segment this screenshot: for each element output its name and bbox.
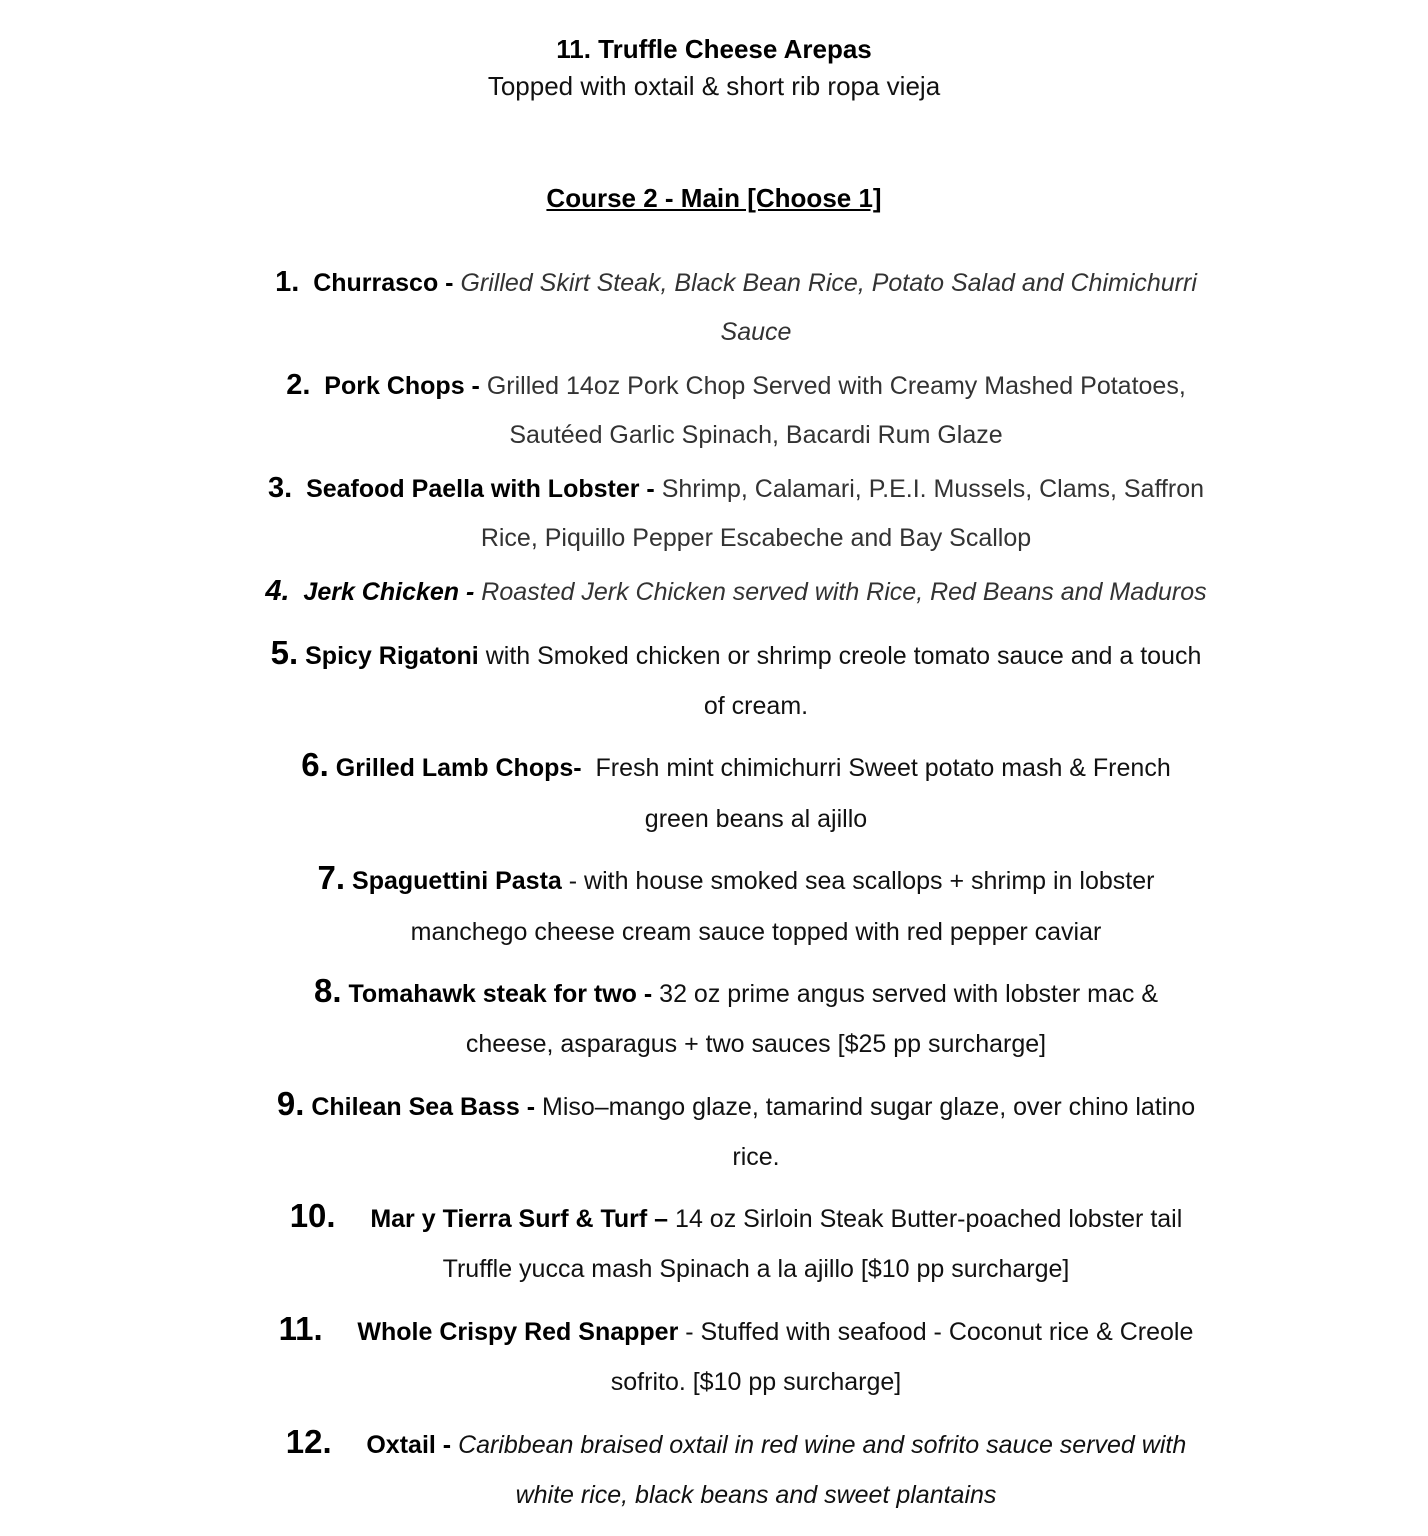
item-description: Fresh mint chimichurri Sweet potato mash & French <box>595 754 1171 782</box>
item-description-cont: sofrito. [$10 pp surcharge] <box>610 1368 902 1396</box>
item-name: Mar y Tierra Surf & Turf – <box>370 1205 669 1233</box>
item-description-cont: cheese, asparagus + two sauces [$25 pp surcharge] <box>465 1030 1047 1058</box>
menu-item <box>22 1197 1428 1235</box>
menu-item <box>22 369 1428 402</box>
item-description-cont: Truffle yucca mash Spinach a la ajillo [$10 pp surcharge] <box>442 1255 1070 1283</box>
item-description: Miso–mango glaze, tamarind sugar glaze, over chino latino <box>542 1093 1196 1121</box>
item-number: 4. <box>265 575 290 607</box>
menu-item <box>22 1085 1428 1123</box>
item-description: Shrimp, Calamari, P.E.I. Mussels, Clams, Saffron <box>661 475 1205 503</box>
item-description: Grilled 14oz Pork Chop Served with Creamy Mashed Potatoes, <box>486 372 1186 400</box>
item-description: 32 oz prime angus served with lobster mac & <box>659 980 1159 1008</box>
item-description: Roasted Jerk Chicken served with Rice, Red Beans and Maduros <box>481 578 1207 606</box>
menu-item <box>22 575 1428 608</box>
menu-item <box>22 266 1428 299</box>
menu-item <box>22 472 1428 505</box>
starter-title: 11. Truffle Cheese Arepas <box>556 34 872 64</box>
item-number: 2. <box>286 369 311 401</box>
item-description-cont: Rice, Piquillo Pepper Escabeche and Bay Scallop <box>480 524 1032 552</box>
item-description: Caribbean braised oxtail in red wine and sofrito sauce served with <box>458 1431 1187 1459</box>
menu-item <box>22 634 1428 672</box>
menu-item <box>22 972 1428 1010</box>
item-description-cont: Sautéed Garlic Spinach, Bacardi Rum Glaze <box>509 421 1003 449</box>
item-number: 12. <box>285 1423 332 1460</box>
item-number: 7. <box>317 859 346 896</box>
item-description-cont: green beans al ajillo <box>644 805 868 833</box>
item-number: 9. <box>276 1085 305 1122</box>
item-name: Jerk Chicken - <box>303 578 475 606</box>
item-name: Tomahawk steak for two - <box>348 980 653 1008</box>
item-number: 11. <box>278 1310 323 1347</box>
item-name: Chilean Sea Bass - <box>311 1093 536 1121</box>
item-name: Grilled Lamb Chops- <box>335 754 582 782</box>
item-number: 6. <box>301 746 329 783</box>
menu-item <box>22 746 1428 784</box>
item-name: Churrasco - <box>313 269 454 297</box>
menu-item <box>22 859 1428 897</box>
item-description: Grilled Skirt Steak, Black Bean Rice, Potato Salad and Chimichurri <box>460 269 1197 297</box>
item-description: with Smoked chicken or shrimp creole tomato sauce and a touch <box>485 642 1202 670</box>
item-name: Seafood Paella with Lobster - <box>306 475 655 503</box>
item-name: Spicy Rigatoni <box>305 642 479 670</box>
item-name: Pork Chops - <box>324 372 480 400</box>
item-name: Spaguettini Pasta <box>352 867 562 895</box>
item-description-cont: rice. <box>732 1143 780 1171</box>
item-description: 14 oz Sirloin Steak Butter-poached lobster tail <box>675 1205 1183 1233</box>
item-name: Whole Crispy Red Snapper <box>357 1318 679 1346</box>
starter-subtitle: Topped with oxtail & short rib ropa vieja <box>487 71 941 101</box>
item-number: 3. <box>267 472 293 504</box>
item-description-cont: of cream. <box>703 692 809 720</box>
menu-item <box>22 1310 1428 1348</box>
item-number: 1. <box>275 266 300 298</box>
item-name: Oxtail - <box>366 1431 452 1459</box>
item-description-cont: manchego cheese cream sauce topped with red pepper caviar <box>410 918 1102 946</box>
item-number: 10. <box>289 1197 336 1234</box>
course-heading: Course 2 - Main [Choose 1] <box>546 183 882 213</box>
item-number: 5. <box>270 634 299 671</box>
item-description: - with house smoked sea scallops + shrimp in lobster <box>568 867 1155 895</box>
item-number: 8. <box>313 972 342 1009</box>
item-description-cont: white rice, black beans and sweet plantains <box>515 1481 997 1509</box>
item-description-cont: Sauce <box>720 318 792 346</box>
item-description: - Stuffed with seafood - Coconut rice & Creole <box>685 1318 1194 1346</box>
menu-item <box>22 1423 1428 1461</box>
